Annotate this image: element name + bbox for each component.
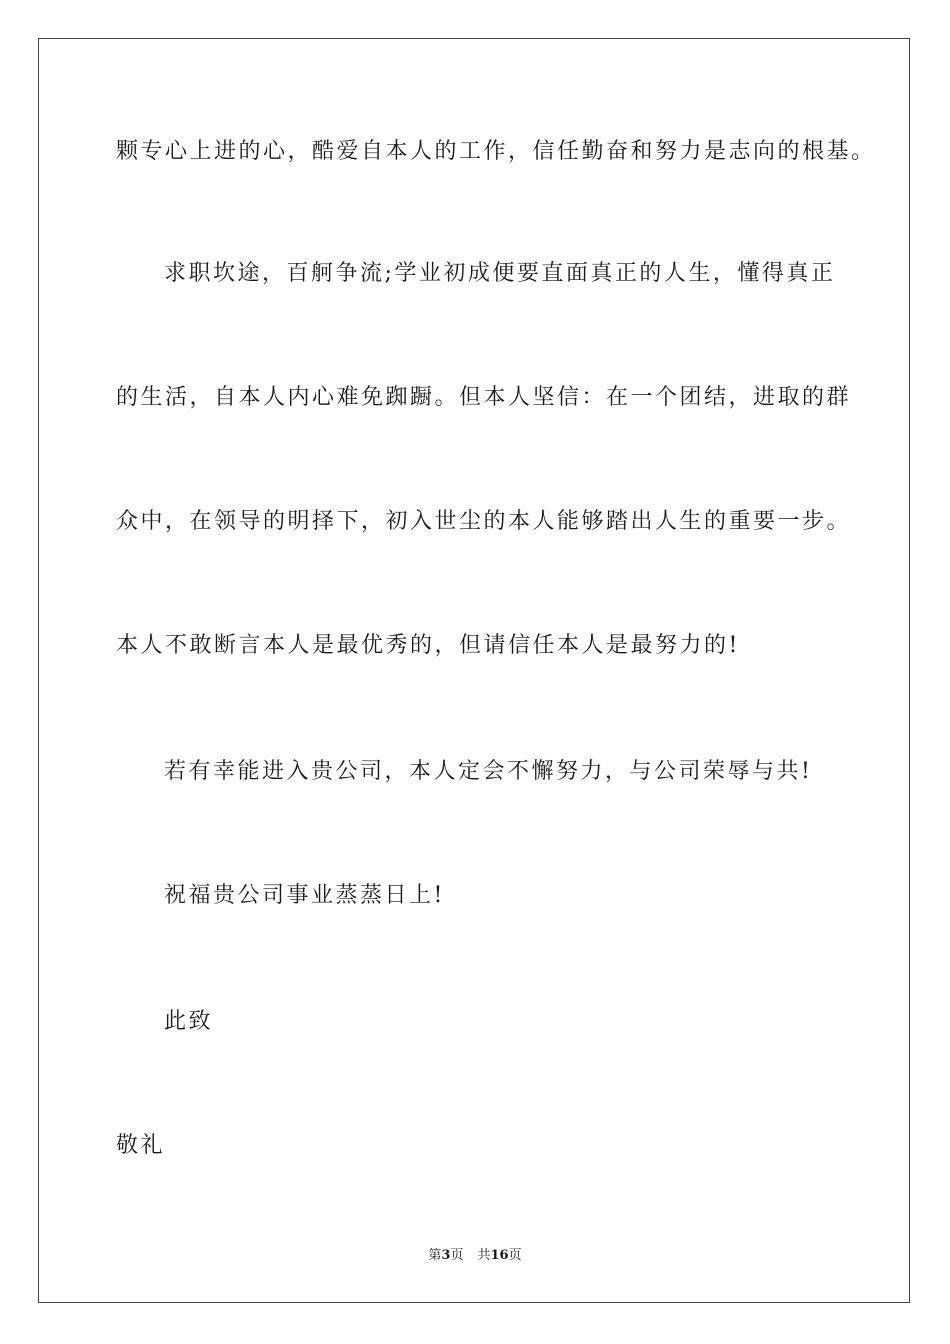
paragraph-line: 求职坎途，百舸争流;学业初成便要直面真正的人生，懂得真正 [164, 261, 836, 286]
paragraph-line: 的生活，自本人内心难免踟蹰。但本人坚信：在一个团结，进取的群 [116, 385, 852, 410]
paragraph-line: 本人不敢断言本人是最优秀的，但请信任本人是最努力的! [116, 633, 740, 658]
paragraph-line: 若有幸能进入贵公司，本人定会不懈努力，与公司荣辱与共! [164, 759, 813, 784]
page-suffix: 页 [450, 1248, 464, 1263]
total-suffix: 页 [508, 1248, 522, 1263]
page-border [38, 38, 910, 1303]
page-total: 16 [490, 1248, 509, 1263]
salutation-line: 敬礼 [116, 1133, 166, 1158]
page-current: 3 [441, 1248, 451, 1263]
page-footer [0, 1247, 950, 1265]
paragraph-line: 颗专心上进的心，酷爱自本人的工作，信任勤奋和努力是志向的根基。 [116, 139, 876, 164]
paragraph-line: 众中，在领导的明择下，初入世尘的本人能够踏出人生的重要一步。 [116, 509, 852, 534]
paragraph-line: 祝福贵公司事业蒸蒸日上! [164, 883, 445, 908]
closing-line: 此致 [164, 1009, 214, 1034]
page-prefix: 第 [428, 1248, 442, 1263]
total-prefix: 共 [477, 1248, 491, 1263]
